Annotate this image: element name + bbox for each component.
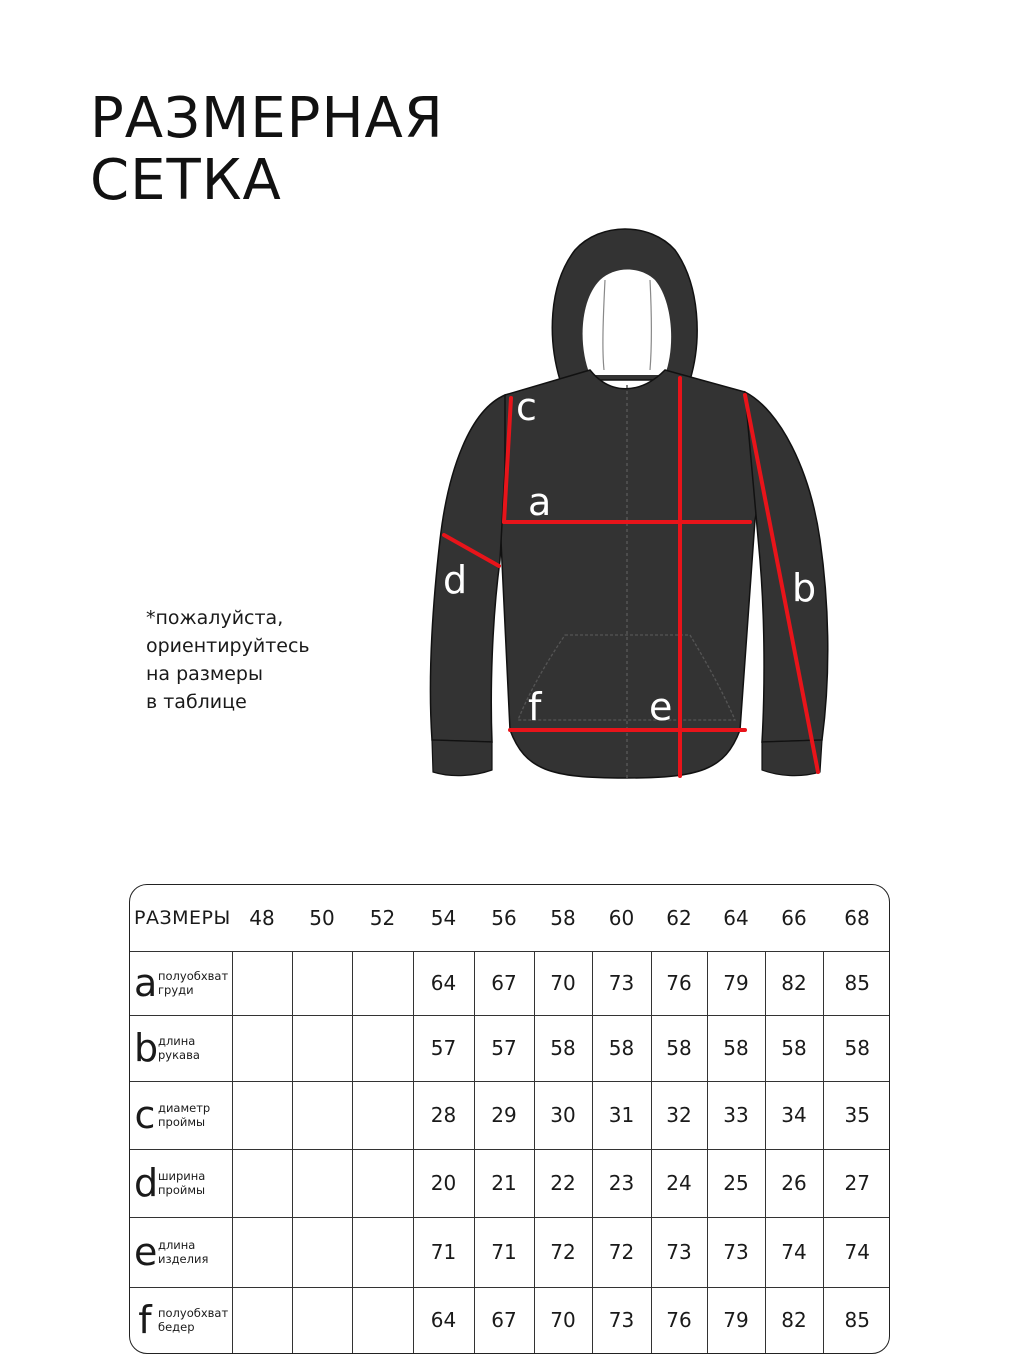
table-cell: 58 xyxy=(651,1015,707,1081)
title-line-1: РАЗМЕРНАЯ xyxy=(90,86,444,151)
table-cell: 57 xyxy=(474,1015,534,1081)
table-cell: 85 xyxy=(823,951,890,1015)
table-cell: 57 xyxy=(413,1015,474,1081)
row-label xyxy=(130,1287,232,1353)
row-desc-line-1: диаметр xyxy=(158,1101,211,1115)
table-cell: 30 xyxy=(534,1081,592,1149)
table-cell xyxy=(232,1081,292,1149)
table-cell xyxy=(232,1015,292,1081)
row-description xyxy=(158,969,228,997)
label-e: e xyxy=(649,685,673,729)
table-cell: 76 xyxy=(651,951,707,1015)
row-description xyxy=(158,1169,205,1197)
table-cell: 79 xyxy=(707,951,765,1015)
table-row xyxy=(130,1149,890,1217)
header-size: 52 xyxy=(352,885,413,951)
table-cell: 73 xyxy=(592,1287,651,1353)
table-row xyxy=(130,1015,890,1081)
table-cell: 24 xyxy=(651,1149,707,1217)
header-size: 62 xyxy=(651,885,707,951)
table-cell: 70 xyxy=(534,1287,592,1353)
table-row xyxy=(130,1287,890,1353)
table-cell: 82 xyxy=(765,951,823,1015)
header-size: 66 xyxy=(765,885,823,951)
table-cell xyxy=(232,1217,292,1287)
header-size: 68 xyxy=(823,885,890,951)
header-size: 56 xyxy=(474,885,534,951)
table-cell: 27 xyxy=(823,1149,890,1217)
table-header-row xyxy=(130,885,890,951)
row-description xyxy=(158,1034,200,1062)
table-cell xyxy=(352,951,413,1015)
row-label xyxy=(130,951,232,1015)
table-cell xyxy=(292,951,352,1015)
table-cell xyxy=(232,1149,292,1217)
table-cell: 32 xyxy=(651,1081,707,1149)
row-letter: d xyxy=(134,1161,159,1205)
row-desc-line-1: полуобхват xyxy=(158,969,229,983)
row-desc-line-2: рукава xyxy=(158,1048,200,1062)
table-cell: 70 xyxy=(534,951,592,1015)
row-letter: f xyxy=(138,1298,152,1343)
table-cell: 31 xyxy=(592,1081,651,1149)
table-cell: 58 xyxy=(765,1015,823,1081)
size-table xyxy=(129,884,890,1354)
header-size: 58 xyxy=(534,885,592,951)
table-cell: 79 xyxy=(707,1287,765,1353)
table-cell: 20 xyxy=(413,1149,474,1217)
hoodie-body xyxy=(430,229,827,778)
header-size: 64 xyxy=(707,885,765,951)
size-note xyxy=(146,604,310,716)
table-cell: 23 xyxy=(592,1149,651,1217)
page-title xyxy=(90,88,444,212)
table-cell: 21 xyxy=(474,1149,534,1217)
label-c: c xyxy=(516,385,537,429)
size-table-grid xyxy=(130,885,890,1353)
table-cell: 74 xyxy=(765,1217,823,1287)
table-cell: 82 xyxy=(765,1287,823,1353)
table-cell: 58 xyxy=(707,1015,765,1081)
row-desc-line-2: бедер xyxy=(158,1320,195,1335)
note-line-2: ориентируйтесь xyxy=(146,635,310,657)
hoodie-diagram xyxy=(410,220,850,790)
header-label: РАЗМЕРЫ xyxy=(130,885,232,951)
table-cell: 26 xyxy=(765,1149,823,1217)
label-a: a xyxy=(528,480,552,524)
label-d: d xyxy=(443,558,468,602)
table-cell: 76 xyxy=(651,1287,707,1353)
table-cell: 71 xyxy=(413,1217,474,1287)
note-line-4: в таблице xyxy=(146,691,247,713)
hoodie-illustration xyxy=(410,220,850,790)
table-cell xyxy=(352,1149,413,1217)
table-cell: 25 xyxy=(707,1149,765,1217)
table-cell: 67 xyxy=(474,1287,534,1353)
table-cell xyxy=(292,1081,352,1149)
header-size: 48 xyxy=(232,885,292,951)
row-label xyxy=(130,1217,232,1287)
row-letter: e xyxy=(134,1230,158,1274)
table-cell: 33 xyxy=(707,1081,765,1149)
table-cell: 28 xyxy=(413,1081,474,1149)
table-row xyxy=(130,1217,890,1287)
title-line-2: СЕТКА xyxy=(90,148,282,213)
row-desc-line-1: длина xyxy=(158,1034,196,1048)
table-cell: 72 xyxy=(534,1217,592,1287)
row-letter: b xyxy=(134,1026,159,1070)
table-cell: 67 xyxy=(474,951,534,1015)
row-letter: c xyxy=(134,1093,156,1137)
table-cell xyxy=(292,1149,352,1217)
table-cell: 34 xyxy=(765,1081,823,1149)
table-cell: 73 xyxy=(592,951,651,1015)
header-size: 60 xyxy=(592,885,651,951)
table-cell xyxy=(352,1015,413,1081)
row-label xyxy=(130,1081,232,1149)
row-desc-line-2: проймы xyxy=(158,1115,206,1129)
row-description xyxy=(158,1306,228,1334)
table-cell: 58 xyxy=(534,1015,592,1081)
table-cell: 64 xyxy=(413,1287,474,1353)
row-desc-line-1: полуобхват xyxy=(158,1306,229,1321)
table-cell: 35 xyxy=(823,1081,890,1149)
table-cell: 72 xyxy=(592,1217,651,1287)
table-cell: 71 xyxy=(474,1217,534,1287)
row-desc-line-2: изделия xyxy=(158,1252,209,1266)
table-cell: 73 xyxy=(707,1217,765,1287)
row-description xyxy=(158,1238,208,1266)
table-row xyxy=(130,951,890,1015)
row-label xyxy=(130,1149,232,1217)
row-desc-line-2: груди xyxy=(158,983,194,997)
row-desc-line-1: ширина xyxy=(158,1169,206,1183)
table-cell xyxy=(352,1287,413,1353)
table-cell: 73 xyxy=(651,1217,707,1287)
table-cell xyxy=(292,1015,352,1081)
table-cell: 74 xyxy=(823,1217,890,1287)
table-cell xyxy=(292,1217,352,1287)
note-line-1: *пожалуйста, xyxy=(146,607,284,629)
table-cell: 58 xyxy=(592,1015,651,1081)
table-cell xyxy=(292,1287,352,1353)
row-label xyxy=(130,1015,232,1081)
label-f: f xyxy=(528,685,542,729)
table-cell: 64 xyxy=(413,951,474,1015)
note-line-3: на размеры xyxy=(146,663,263,685)
label-b: b xyxy=(792,566,817,610)
header-size: 54 xyxy=(413,885,474,951)
table-row xyxy=(130,1081,890,1149)
row-desc-line-2: проймы xyxy=(158,1183,206,1197)
table-cell: 85 xyxy=(823,1287,890,1353)
table-cell: 58 xyxy=(823,1015,890,1081)
row-letter: a xyxy=(134,961,158,1005)
table-cell: 29 xyxy=(474,1081,534,1149)
table-cell xyxy=(232,951,292,1015)
table-cell xyxy=(352,1081,413,1149)
row-desc-line-1: длина xyxy=(158,1238,196,1252)
header-size: 50 xyxy=(292,885,352,951)
table-cell: 22 xyxy=(534,1149,592,1217)
table-cell xyxy=(352,1217,413,1287)
table-cell xyxy=(232,1287,292,1353)
row-description xyxy=(158,1101,210,1129)
